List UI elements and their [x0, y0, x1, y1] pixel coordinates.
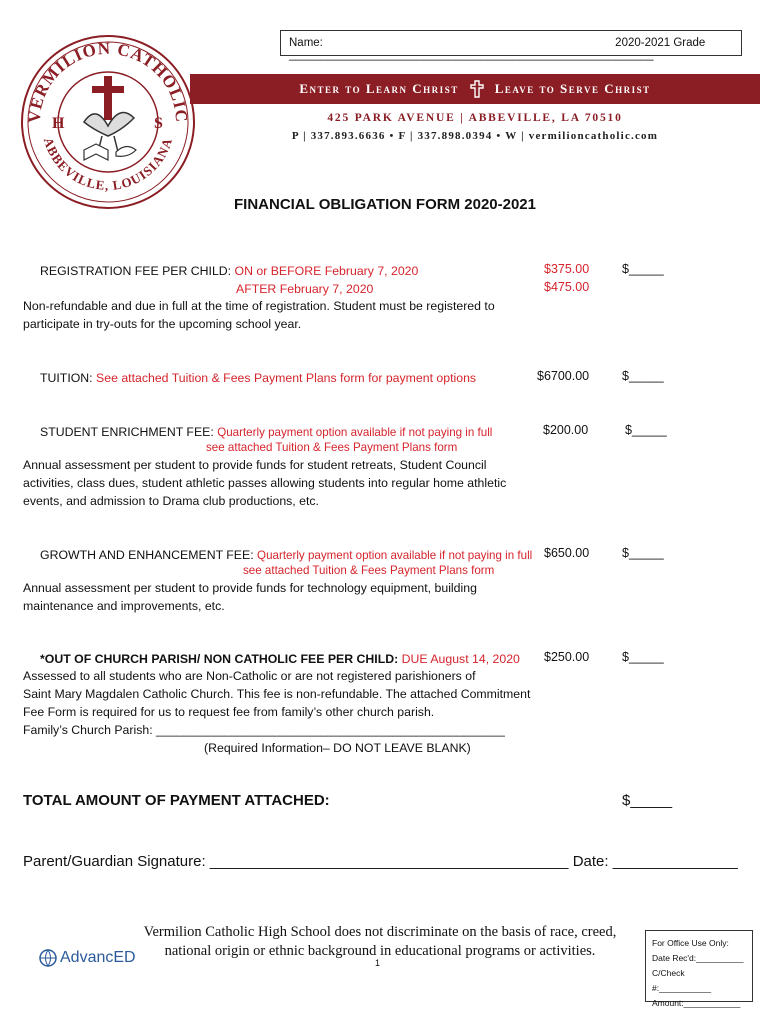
office-use-box: [645, 930, 753, 1008]
registration-amount-blank[interactable]: $_____: [622, 262, 664, 276]
motto-banner-text: [190, 74, 760, 104]
page-number: 1: [375, 958, 381, 968]
enrichment-note-1: Quarterly payment option available if not paying in full: [217, 426, 493, 439]
parish-label: *OUT OF CHURCH PARISH/ NON CATHOLIC FEE PER CHILD:: [40, 652, 399, 666]
check-number-field[interactable]: C/Check #:___________: [652, 968, 712, 993]
advanced-logo: [38, 948, 136, 968]
book-icon: [84, 144, 108, 160]
svg-text:ABBEVILLE, LOUISIANA: [41, 136, 175, 193]
motto-left: Enter to Learn Christ: [299, 81, 459, 96]
registration-note-2: AFTER February 7, 2020: [236, 282, 374, 296]
tuition-note: See attached Tuition & Fees Payment Plans form for payment options: [96, 371, 477, 385]
signature-field[interactable]: Parent/Guardian Signature: ___________________________________________: [23, 853, 569, 870]
seal-letter-s: S: [154, 115, 163, 132]
school-contact: P | 337.893.6636 • F | 337.898.0394 • W | vermilioncatholic.com: [291, 130, 659, 142]
office-use-title: For Office Use Only:: [652, 938, 729, 948]
enrichment-amount: $200.00: [543, 423, 589, 437]
parish-note: DUE August 14, 2020: [401, 652, 520, 666]
seal-bottom-text: ABBEVILLE, LOUISIANA: [40, 135, 176, 193]
parish-desc-2: Saint Mary Magdalen Catholic Church. This fee is non-refundable. The attached Commitment: [23, 687, 531, 701]
nondiscrimination-statement: [120, 923, 640, 961]
motto-right: Leave to Serve Christ: [494, 81, 651, 96]
parish-row: [40, 650, 520, 668]
registration-row: [40, 262, 418, 280]
parish-desc-1: Assessed to all students who are Non-Catholic or are not registered parishioners of: [23, 669, 476, 683]
total-label: TOTAL AMOUNT OF PAYMENT ATTACHED:: [23, 792, 330, 809]
parish-desc-3: Fee Form is required for us to request fee from family’s other church parish.: [23, 705, 435, 719]
registration-desc-2: participate in try-outs for the upcoming school year.: [23, 317, 302, 331]
enrichment-amount-blank[interactable]: $_____: [625, 423, 667, 437]
total-amount-field[interactable]: $_____: [622, 792, 673, 809]
globe-icon: [38, 948, 58, 968]
parish-amount-blank[interactable]: $_____: [622, 650, 664, 664]
school-seal-logo: [18, 30, 198, 210]
name-field[interactable]: Name: ___________________________________________________: [289, 37, 616, 61]
date-received-field[interactable]: Date Rec'd:__________: [652, 953, 744, 963]
registration-amount-1: $375.00: [544, 262, 590, 276]
seal-letter-h: H: [52, 115, 65, 132]
growth-desc-2: maintenance and improvements, etc.: [23, 599, 225, 613]
registration-amount-2: $475.00: [544, 280, 590, 294]
footer-line-2: national origin or ethnic background in educational programs or activities.: [164, 943, 596, 959]
registration-note-1: ON or BEFORE February 7, 2020: [234, 264, 419, 278]
enrichment-desc-2: activities, class dues, student athletic passes allowing students into regular home athletic: [23, 476, 507, 490]
registration-label: REGISTRATION FEE PER CHILD:: [40, 264, 232, 278]
growth-amount-blank[interactable]: $_____: [622, 546, 664, 560]
office-amount-field[interactable]: Amount:____________: [652, 998, 741, 1008]
church-parish-field[interactable]: Family’s Church Parish: ___________________________________________________: [23, 723, 505, 737]
advanced-logo-text: AdvancED: [60, 949, 136, 966]
growth-note-1: Quarterly payment option available if not paying in full: [257, 549, 533, 562]
signature-row: [23, 853, 743, 870]
growth-note-2: see attached Tuition & Fees Payment Plans form: [243, 564, 495, 577]
tuition-amount-blank[interactable]: $_____: [622, 369, 664, 383]
tuition-label: TUITION:: [40, 371, 93, 385]
enrichment-note-2: see attached Tuition & Fees Payment Plans form: [206, 441, 458, 454]
seal-top-text: VERMILION CATHOLIC: [24, 38, 192, 124]
enrichment-desc-1: Annual assessment per student to provide funds for student retreats, Student Council: [23, 458, 487, 472]
school-address: 425 PARK AVENUE | ABBEVILLE, LA 70510: [327, 112, 623, 124]
tuition-row: [40, 369, 476, 387]
tuition-amount: $6700.00: [537, 369, 590, 383]
footer-line-1: Vermilion Catholic High School does not discriminate on the basis of race, creed,: [143, 924, 617, 940]
parish-amount: $250.00: [544, 650, 590, 664]
growth-label: GROWTH AND ENHANCEMENT FEE:: [40, 548, 254, 562]
cross-icon: [469, 80, 485, 98]
registration-desc-1: Non-refundable and due in full at the time of registration. Student must be registered to: [23, 299, 495, 313]
enrichment-desc-3: events, and admission to Drama club productions, etc.: [23, 494, 319, 508]
date-field[interactable]: Date: _______________: [572, 853, 738, 870]
required-info-note: (Required Information– DO NOT LEAVE BLANK): [204, 741, 471, 755]
grade-field[interactable]: 2020-2021 Grade ______: [615, 37, 706, 61]
growth-amount: $650.00: [544, 546, 590, 560]
enrichment-label: STUDENT ENRICHMENT FEE:: [40, 425, 214, 439]
growth-desc-1: Annual assessment per student to provide funds for technology equipment, building: [23, 581, 477, 595]
name-grade-box: [280, 30, 742, 61]
form-title: FINANCIAL OBLIGATION FORM 2020-2021: [234, 196, 536, 213]
lamp-icon: [116, 146, 136, 156]
